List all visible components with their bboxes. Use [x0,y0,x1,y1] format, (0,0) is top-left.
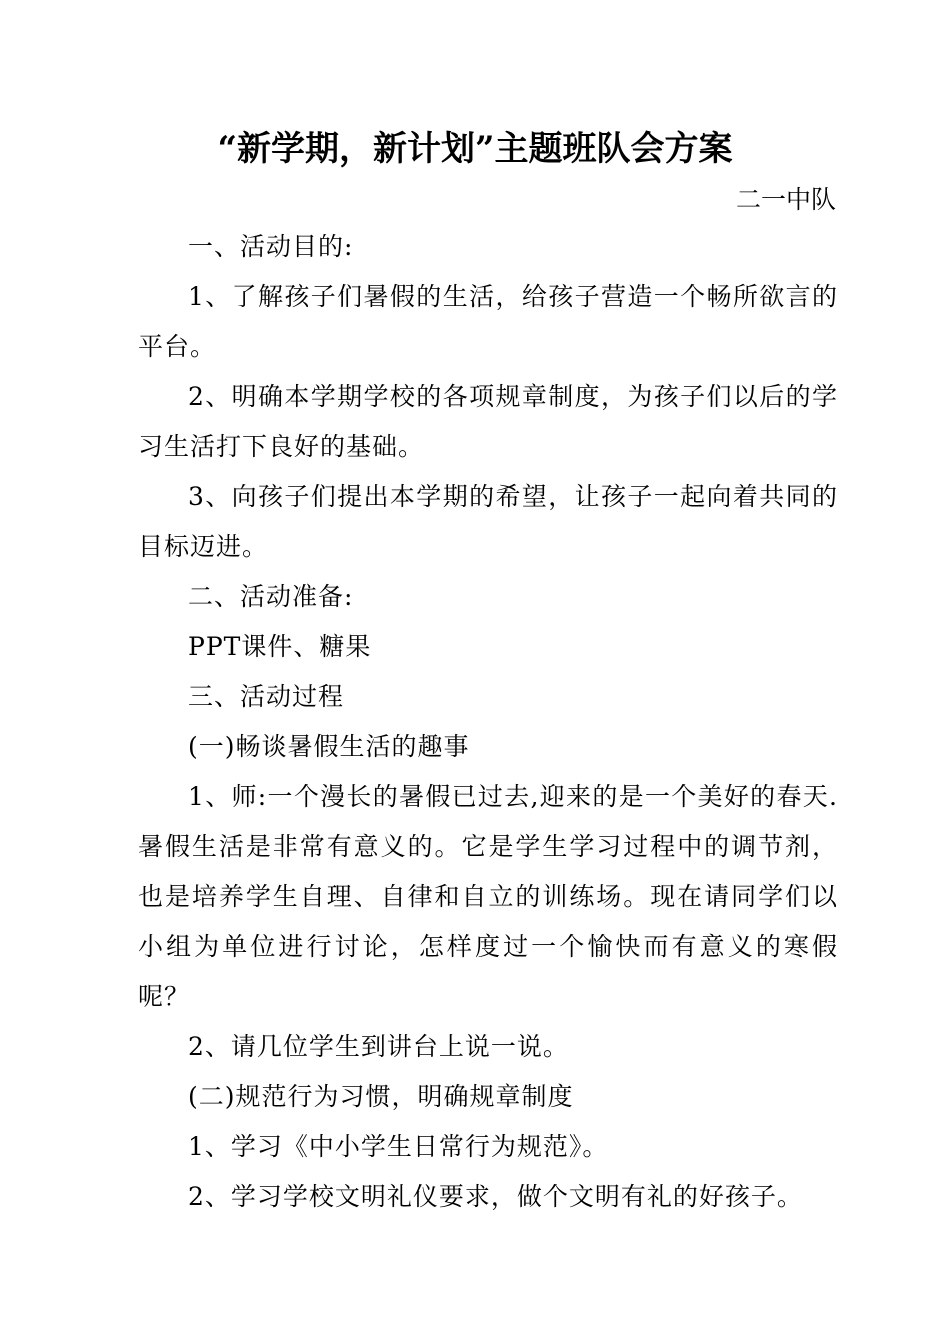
paragraph: 1、学习《中小学生日常行为规范》。 [188,1132,609,1161]
section-heading-preparation: 二、活动准备: [188,582,354,611]
section-heading-objectives: 一、活动目的: [188,232,354,261]
paragraph: 1、了解孩子们暑假的生活，给孩子营造一个畅所欲言的平台。 [138,282,838,361]
paragraph: PPT课件、糖果 [188,632,372,661]
document-title: “新学期，新计划”主题班队会方案 [217,129,733,169]
class-name: 二一中队 [735,185,836,214]
subsection-heading: (一)畅谈暑假生活的趣事 [188,732,470,761]
paragraph: 2、请几位学生到讲台上说一说。 [188,1032,569,1061]
paragraph: 2、学习学校文明礼仪要求，做个文明有礼的好孩子。 [188,1182,803,1211]
paragraph: 1、师:一个漫长的暑假已过去,迎来的是一个美好的春天.暑假生活是非常有意义的。它是学生学习过程中的调节剂，也是培养学生自理、自律和自立的训练场。现在请同学们以小组为单位进行讨论，怎样度过一个愉快而有意义的寒假呢？ [138,782,838,1011]
subsection-heading: (二)规范行为习惯，明确规章制度 [188,1082,574,1111]
paragraph: 2、明确本学期学校的各项规章制度，为孩子们以后的学习生活打下良好的基础。 [138,382,838,461]
section-heading-process: 三、活动过程 [188,682,345,711]
document-body [138,222,838,1222]
paragraph: 3、向孩子们提出本学期的希望，让孩子一起向着共同的目标迈进。 [138,482,838,561]
